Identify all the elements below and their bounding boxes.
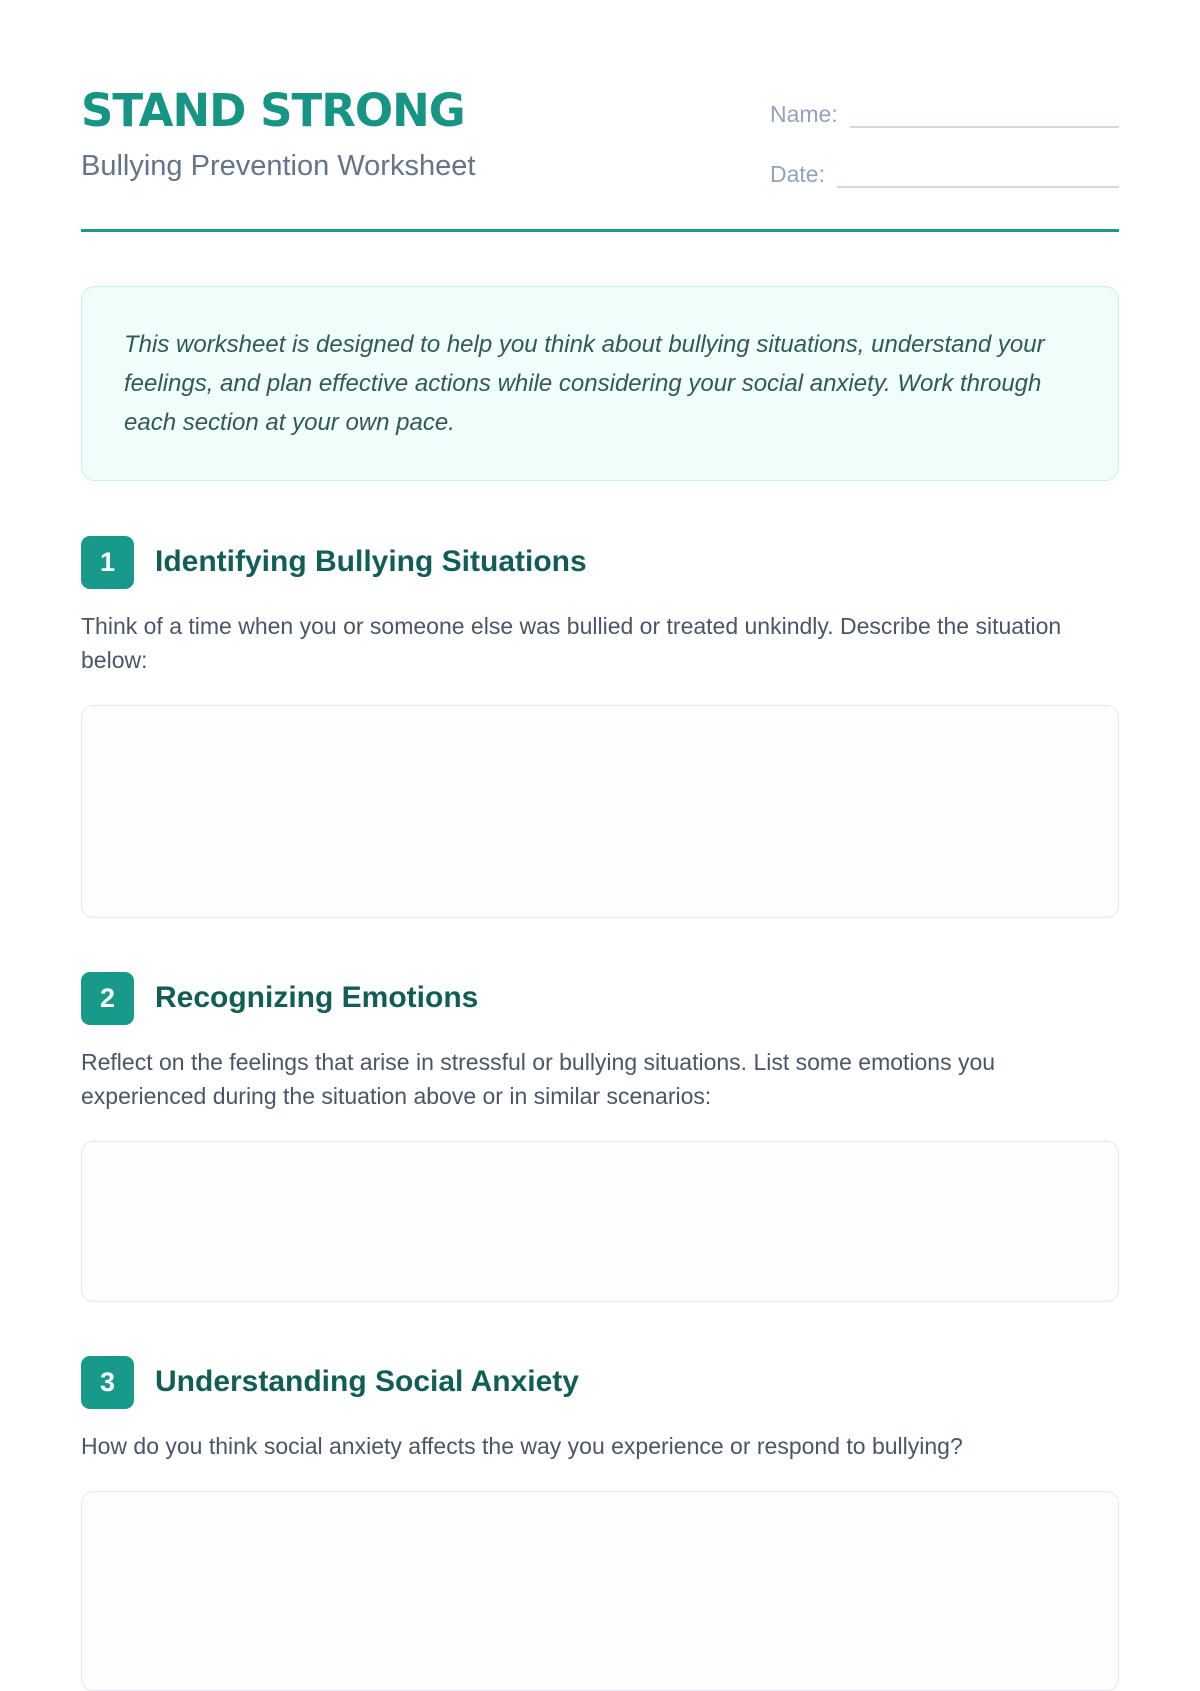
section-number-badge: 1	[81, 536, 134, 589]
section-prompt: Reflect on the feelings that arise in stressful or bullying situations. List some emotions you experienced during the situation above or in similar scenarios:	[81, 1049, 996, 1109]
name-field[interactable]	[850, 92, 1119, 128]
section-number-badge: 3	[81, 1356, 134, 1409]
date-field[interactable]	[837, 152, 1119, 188]
section-header	[81, 535, 1119, 589]
intro-text: This worksheet is designed to help you think about bullying situations, understand your feelings, and plan effective actions while considering your social anxiety. Work through each section at your own pace.	[124, 331, 1045, 436]
answer-box-social-anxiety[interactable]	[81, 1491, 1119, 1691]
section-recognizing-emotions	[81, 971, 1119, 1302]
date-label: Date:	[770, 161, 825, 187]
student-info	[770, 92, 1119, 212]
name-label: Name:	[770, 101, 838, 127]
section-identifying-bullying	[81, 535, 1119, 918]
section-title: Understanding Social Anxiety	[155, 1365, 579, 1398]
section-social-anxiety	[81, 1355, 1119, 1691]
section-prompt: Think of a time when you or someone else was bullied or treated unkindly. Describe the situation below:	[81, 613, 1062, 673]
worksheet-title: STAND STRONG	[81, 84, 465, 137]
name-row	[770, 92, 1119, 128]
intro-box	[81, 286, 1119, 481]
section-title: Identifying Bullying Situations	[155, 545, 587, 578]
section-header	[81, 1355, 1119, 1409]
worksheet-header	[81, 0, 1119, 232]
answer-box-emotions[interactable]	[81, 1141, 1119, 1302]
answer-box-situation[interactable]	[81, 705, 1119, 918]
section-prompt: How do you think social anxiety affects the way you experience or respond to bullying?	[81, 1433, 963, 1459]
worksheet-subtitle: Bullying Prevention Worksheet	[81, 150, 476, 182]
date-row	[770, 152, 1119, 188]
title-block	[81, 82, 475, 184]
section-title: Recognizing Emotions	[155, 981, 479, 1014]
section-number-badge: 2	[81, 972, 134, 1025]
section-header	[81, 971, 1119, 1025]
